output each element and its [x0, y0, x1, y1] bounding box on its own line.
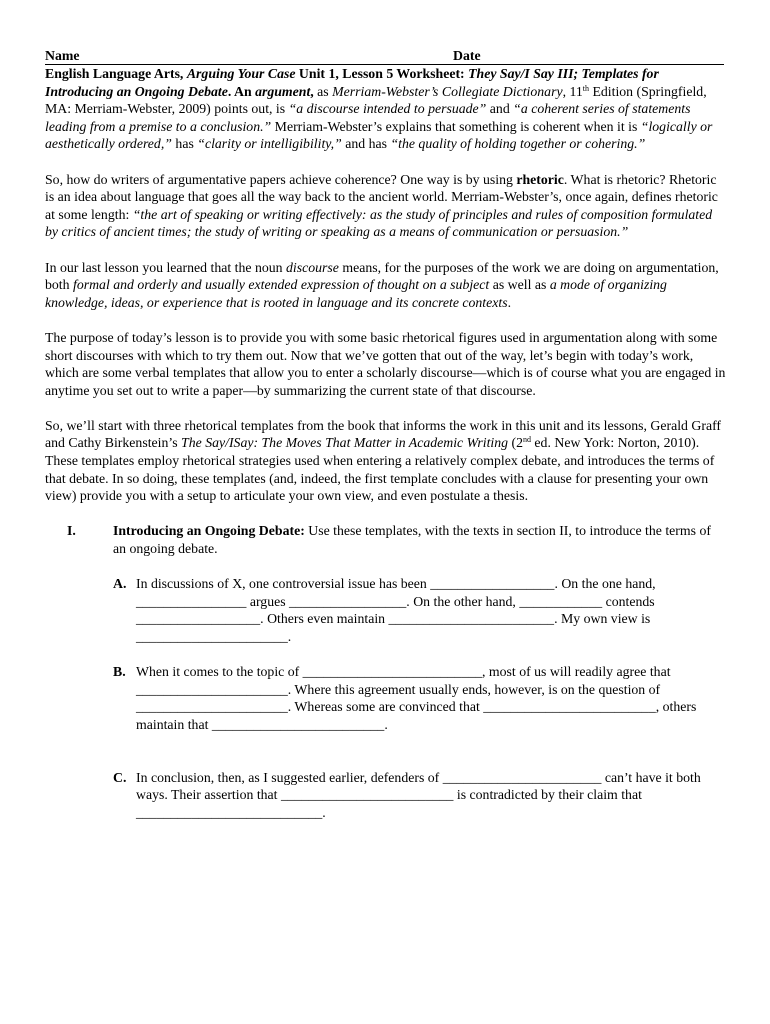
intro-text: Edition (Springfield, MA: Merriam-Webster, 2009) points out, is: [45, 83, 707, 117]
intro-paragraph: [45, 65, 726, 153]
templates-intro-paragraph: [45, 417, 726, 505]
paragraph-text: So, how do writers of argumentative papers achieve coherence? One way is by using: [45, 171, 517, 187]
definition-quote: “the art of speaking or writing effectively: as the study of principles and rules of composition formulated by critics of ancient times; the study of writing or speaking as a means of communication or persuasion.”: [45, 206, 713, 240]
template-text: When it comes to the topic of __________________________, most of us will readily agree that ______________________. Where this agreement usually ends, however, is on the question of ______________________. Whereas some are convinced that _________________________, others maintain that _________________________.: [136, 664, 697, 732]
section-number: I.: [67, 523, 76, 539]
intro-text: has: [171, 136, 198, 152]
date-label: Date: [453, 48, 481, 63]
definition-quote: “logically or aesthetically ordered,”: [45, 118, 713, 152]
section-instructions: Use these templates, with the texts in section II, to introduce the terms of an ongoing debate.: [113, 523, 711, 557]
rhetoric-paragraph: [45, 171, 726, 241]
section-1: [45, 522, 726, 557]
definition-quote: “a coherent series of statements leading from a premise to a conclusion.”: [45, 101, 691, 134]
paragraph-text: as well as: [489, 277, 550, 293]
book-title: The Say/ISay: The Moves That Matter in Academic Writing: [181, 435, 509, 451]
template-letter: A.: [113, 576, 127, 592]
template-a: [45, 575, 726, 645]
template-text: In discussions of X, one controversial issue has been __________________. On the one hand, ________________ argues _________________. On the other hand, ____________ contends __________________. Others even maintain ________________________. My own view is ______________________.: [136, 576, 656, 644]
template-c: [45, 769, 726, 822]
section-title: Introducing an Ongoing Debate:: [113, 523, 305, 539]
definition-quote: a mode of organizing knowledge, ideas, or experience that is rooted in language and its concrete contexts: [45, 277, 667, 310]
paragraph-text: means, for the purposes of the work we are doing on argumentation, both: [45, 259, 719, 293]
term-argument: argument: [255, 83, 311, 99]
name-date-header: [45, 48, 724, 65]
name-label: Name: [45, 48, 80, 63]
definition-quote: “clarity or intelligibility,”: [197, 136, 342, 152]
term-discourse: discourse: [286, 259, 339, 275]
intro-text: as: [313, 83, 333, 99]
worksheet-title: They Say/I Say III; Templates for Introducing an Ongoing Debate: [45, 66, 659, 99]
ordinal-suffix: th: [582, 83, 589, 93]
intro-text: and has: [341, 136, 391, 152]
dictionary-title: Merriam-Webster’s Collegiate Dictionary: [332, 83, 563, 99]
lesson-label: Unit 1, Lesson 5 Worksheet:: [295, 66, 469, 81]
intro-text: Merriam-Webster’s explains that something is coherent when it is: [271, 118, 641, 134]
intro-text: . An: [227, 83, 256, 99]
paragraph-text: (2: [508, 435, 523, 451]
worksheet-body: [45, 65, 726, 839]
purpose-paragraph: The purpose of today’s lesson is to provide you with some basic rhetorical figures used in argumentation along with some short discourses with which to try them out. Now that we’ve gotten that out of the way, let’s begin with today’s work, which are some verbal templates that allow you to enter a scholarly discourse—which is of course what you are engaged in anytime you set out to write a paper—by summarizing the current state of that discourse.: [45, 329, 726, 398]
template-b: [45, 663, 726, 733]
intro-text: ,: [310, 83, 314, 99]
definition-quote: “the quality of holding together or cohering.”: [390, 136, 646, 152]
discourse-paragraph: [45, 259, 726, 312]
paragraph-text: . What is rhetoric? Rhetoric is an idea about language that goes all the way back to the ancient world. Merriam-Webster’s, once again, defines rhetoric at some length:: [45, 171, 718, 222]
paragraph-text: So, we’ll start with three rhetorical templates from the book that informs the work in this unit and its lessons, Gerald Graff and Cathy Birkenstein’s: [45, 417, 722, 451]
paragraph-text: ed. New York: Norton, 2010). These templates employ rhetorical strategies used when entering a relatively complex debate, and introduces the terms of that debate. In so doing, these templates (and, indeed, the first template concludes with a clause for presenting your own view) provide you with a setup to articulate your own view, and even postulate a thesis.: [45, 435, 715, 504]
course-title-part: English Language Arts,: [45, 66, 187, 81]
template-letter: C.: [113, 769, 127, 785]
paragraph-text: .: [507, 294, 512, 310]
definition-quote: formal and orderly and usually extended expression of thought on a subject: [72, 277, 490, 293]
intro-text: and: [486, 101, 514, 117]
unit-title: Arguing Your Case: [186, 66, 296, 81]
ordinal-suffix: nd: [522, 435, 531, 445]
template-letter: B.: [113, 664, 126, 680]
term-rhetoric: rhetoric: [516, 171, 564, 187]
template-text: In conclusion, then, as I suggested earlier, defenders of _______________________ can’t have it both ways. Their assertion that _________________________ is contradicted by their claim that ___________________________.: [136, 769, 701, 820]
definition-quote: “a discourse intended to persuade”: [288, 101, 487, 117]
paragraph-text: In our last lesson you learned that the noun: [45, 259, 287, 275]
intro-text: , 11: [562, 83, 583, 99]
